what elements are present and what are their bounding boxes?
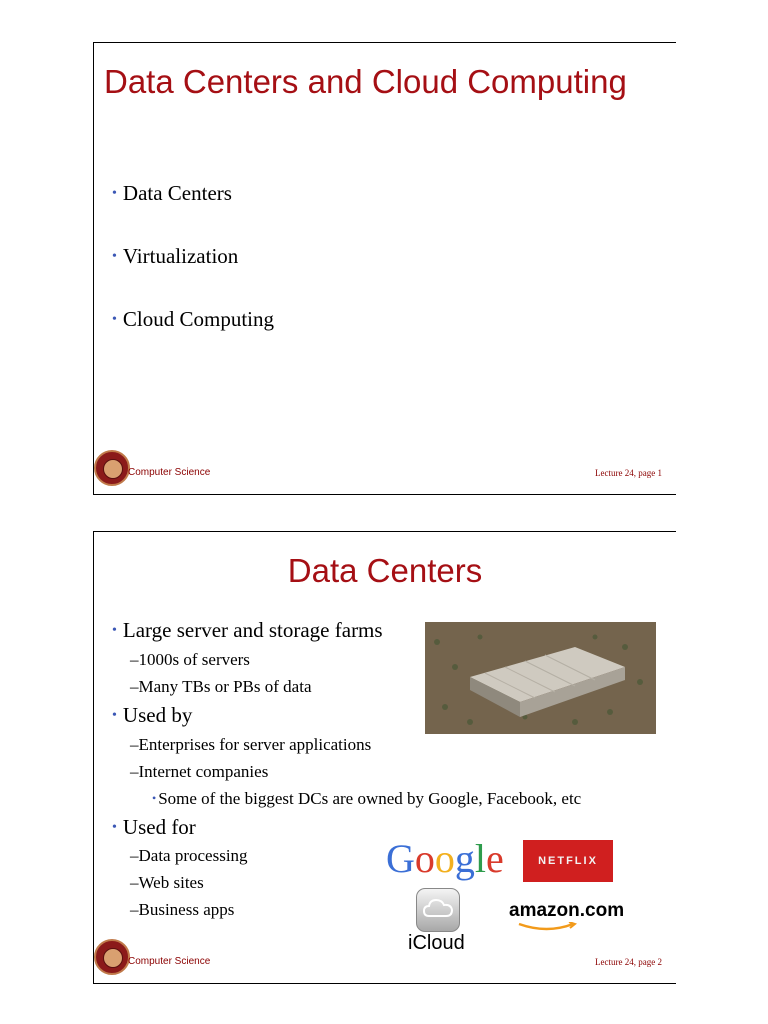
slide-title: Data Centers and Cloud Computing <box>104 63 627 100</box>
university-seal-icon <box>94 450 130 486</box>
footer-department: Computer Science <box>128 467 211 478</box>
slide-1 <box>93 42 676 495</box>
bullet-item: • Virtualization <box>112 244 239 268</box>
bullet-item: • Large server and storage farms <box>112 618 383 642</box>
footer-page-number: Lecture 24, page 1 <box>595 468 662 478</box>
bullet-item: • Used for <box>112 815 196 839</box>
footer-branding <box>94 935 294 981</box>
footer-department: Computer Science <box>128 956 211 967</box>
netflix-logo: NETFLIX <box>523 840 613 882</box>
sub-sub-bullet-item: • Some of the biggest DCs are owned by Google, Facebook, etc <box>152 789 582 808</box>
bullet-dot-icon: • <box>112 312 117 327</box>
bullet-dot-icon: • <box>112 249 117 264</box>
icloud-icon <box>416 888 460 932</box>
footer-page-number: Lecture 24, page 2 <box>595 957 662 967</box>
bullet-dot-icon: • <box>112 186 117 201</box>
bullet-dot-icon: • <box>112 623 117 638</box>
sub-bullet-item: –Internet companies <box>130 762 269 781</box>
bullet-item: • Cloud Computing <box>112 307 275 331</box>
sub-bullet-item: –Business apps <box>130 900 235 919</box>
bullet-dot-icon: • <box>152 791 157 805</box>
sub-bullet-item: –Enterprises for server applications <box>130 735 372 754</box>
university-seal-icon <box>94 939 130 975</box>
sub-bullet-item: –Web sites <box>130 873 204 892</box>
sub-bullet-item: –1000s of servers <box>130 650 250 669</box>
sub-bullet-item: –Many TBs or PBs of data <box>130 677 312 696</box>
sub-bullet-item: –Data processing <box>130 846 248 865</box>
google-logo: Google <box>386 836 504 881</box>
slide-title: Data Centers <box>287 552 483 589</box>
icloud-label: iCloud <box>408 932 465 954</box>
data-center-photo <box>425 622 656 734</box>
slide-2 <box>93 531 676 984</box>
footer-branding <box>94 446 294 492</box>
bullet-item: • Data Centers <box>112 181 232 205</box>
bullet-item: • Used by <box>112 703 193 727</box>
bullet-dot-icon: • <box>112 708 117 723</box>
amazon-logo: amazon.com <box>509 900 624 922</box>
bullet-dot-icon: • <box>112 820 117 835</box>
